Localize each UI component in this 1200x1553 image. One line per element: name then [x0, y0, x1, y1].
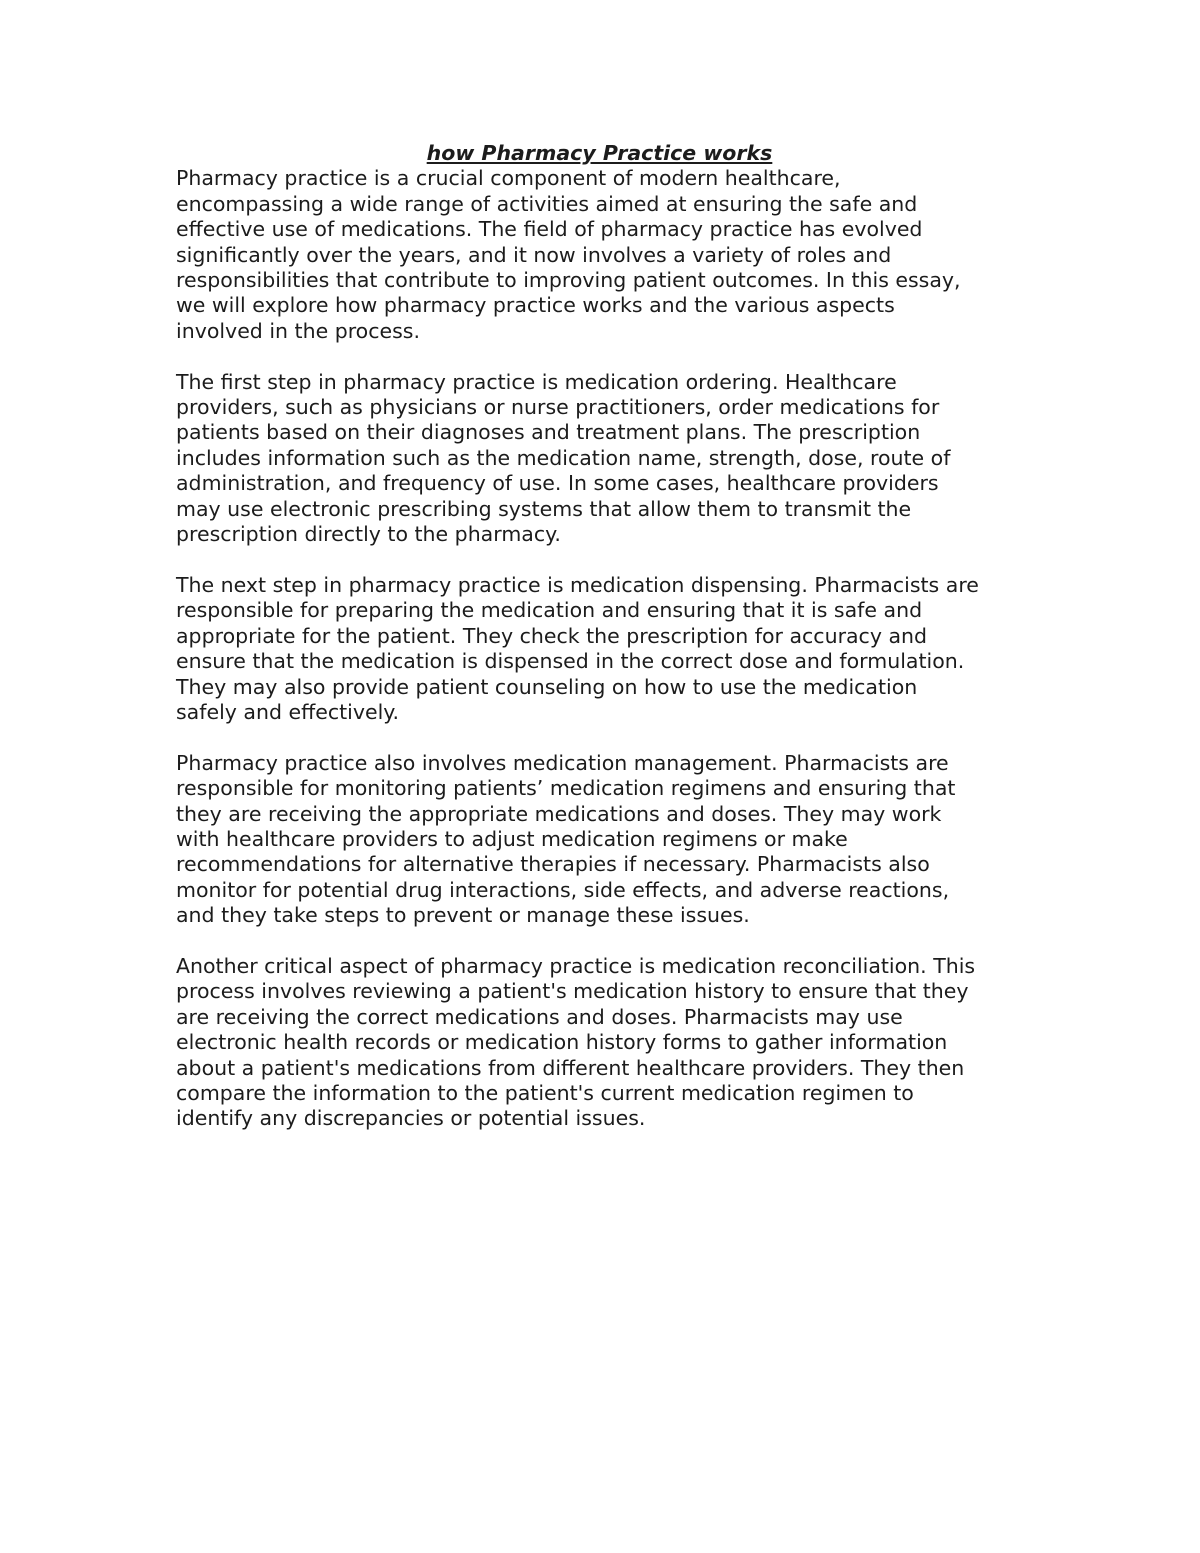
text-line: are receiving the correct medications and doses. Pharmacists may use [176, 1004, 903, 1029]
text-line: may use electronic prescribing systems that allow them to transmit the [176, 496, 912, 521]
text-line: The next step in pharmacy practice is medication dispensing. Pharmacists are [176, 572, 979, 597]
text-line: Pharmacy practice is a crucial component of modern healthcare, [176, 166, 841, 191]
paragraph-ordering [176, 370, 1036, 548]
text-line: about a patient's medications from different healthcare providers. They then [176, 1055, 965, 1080]
text-line: significantly over the years, and it now involves a variety of roles and [176, 242, 892, 267]
text-line: we will explore how pharmacy practice works and the various aspects [176, 293, 895, 318]
text-line: safely and effectively. [176, 699, 400, 724]
document-title: how Pharmacy Practice works [426, 141, 773, 165]
text-line: effective use of medications. The field of pharmacy practice has evolved [176, 217, 923, 242]
text-line: Another critical aspect of pharmacy practice is medication reconciliation. This [176, 953, 976, 978]
text-line: providers, such as physicians or nurse practitioners, order medications for [176, 395, 940, 420]
text-line: responsibilities that contribute to improving patient outcomes. In this essay, [176, 268, 961, 293]
text-line: They may also provide patient counseling on how to use the medication [176, 674, 918, 699]
text-line: responsible for monitoring patients’ medication regimens and ensuring that [176, 776, 956, 801]
text-line: with healthcare providers to adjust medication regimens or make [176, 826, 848, 851]
text-line: involved in the process. [176, 318, 420, 343]
paragraph-dispensing [176, 573, 1036, 725]
text-line: responsible for preparing the medication and ensuring that it is safe and [176, 598, 923, 623]
text-line: they are receiving the appropriate medications and doses. They may work [176, 801, 942, 826]
text-line: includes information such as the medication name, strength, dose, route of [176, 445, 951, 470]
document-page [176, 141, 1036, 1132]
text-line: electronic health records or medication history forms to gather information [176, 1030, 948, 1055]
text-line: monitor for potential drug interactions, side effects, and adverse reactions, [176, 877, 950, 902]
paragraph-intro [176, 166, 1036, 344]
text-line: administration, and frequency of use. In some cases, healthcare providers [176, 471, 939, 496]
text-line: Pharmacy practice also involves medication management. Pharmacists are [176, 750, 949, 775]
text-line: compare the information to the patient's current medication regimen to [176, 1080, 914, 1105]
text-line: process involves reviewing a patient's medication history to ensure that they [176, 979, 969, 1004]
text-line: and they take steps to prevent or manage these issues. [176, 903, 750, 928]
text-line: ensure that the medication is dispensed in the correct dose and formulation. [176, 649, 965, 674]
text-line: encompassing a wide range of activities aimed at ensuring the safe and [176, 191, 918, 216]
text-line: appropriate for the patient. They check the prescription for accuracy and [176, 623, 928, 648]
paragraph-management [176, 751, 1036, 929]
text-line: recommendations for alternative therapies if necessary. Pharmacists also [176, 852, 930, 877]
text-line: patients based on their diagnoses and treatment plans. The prescription [176, 420, 921, 445]
paragraph-reconciliation [176, 954, 1036, 1132]
text-line: identify any discrepancies or potential issues. [176, 1106, 646, 1131]
text-line: The first step in pharmacy practice is medication ordering. Healthcare [176, 369, 897, 394]
text-line: prescription directly to the pharmacy. [176, 522, 561, 547]
